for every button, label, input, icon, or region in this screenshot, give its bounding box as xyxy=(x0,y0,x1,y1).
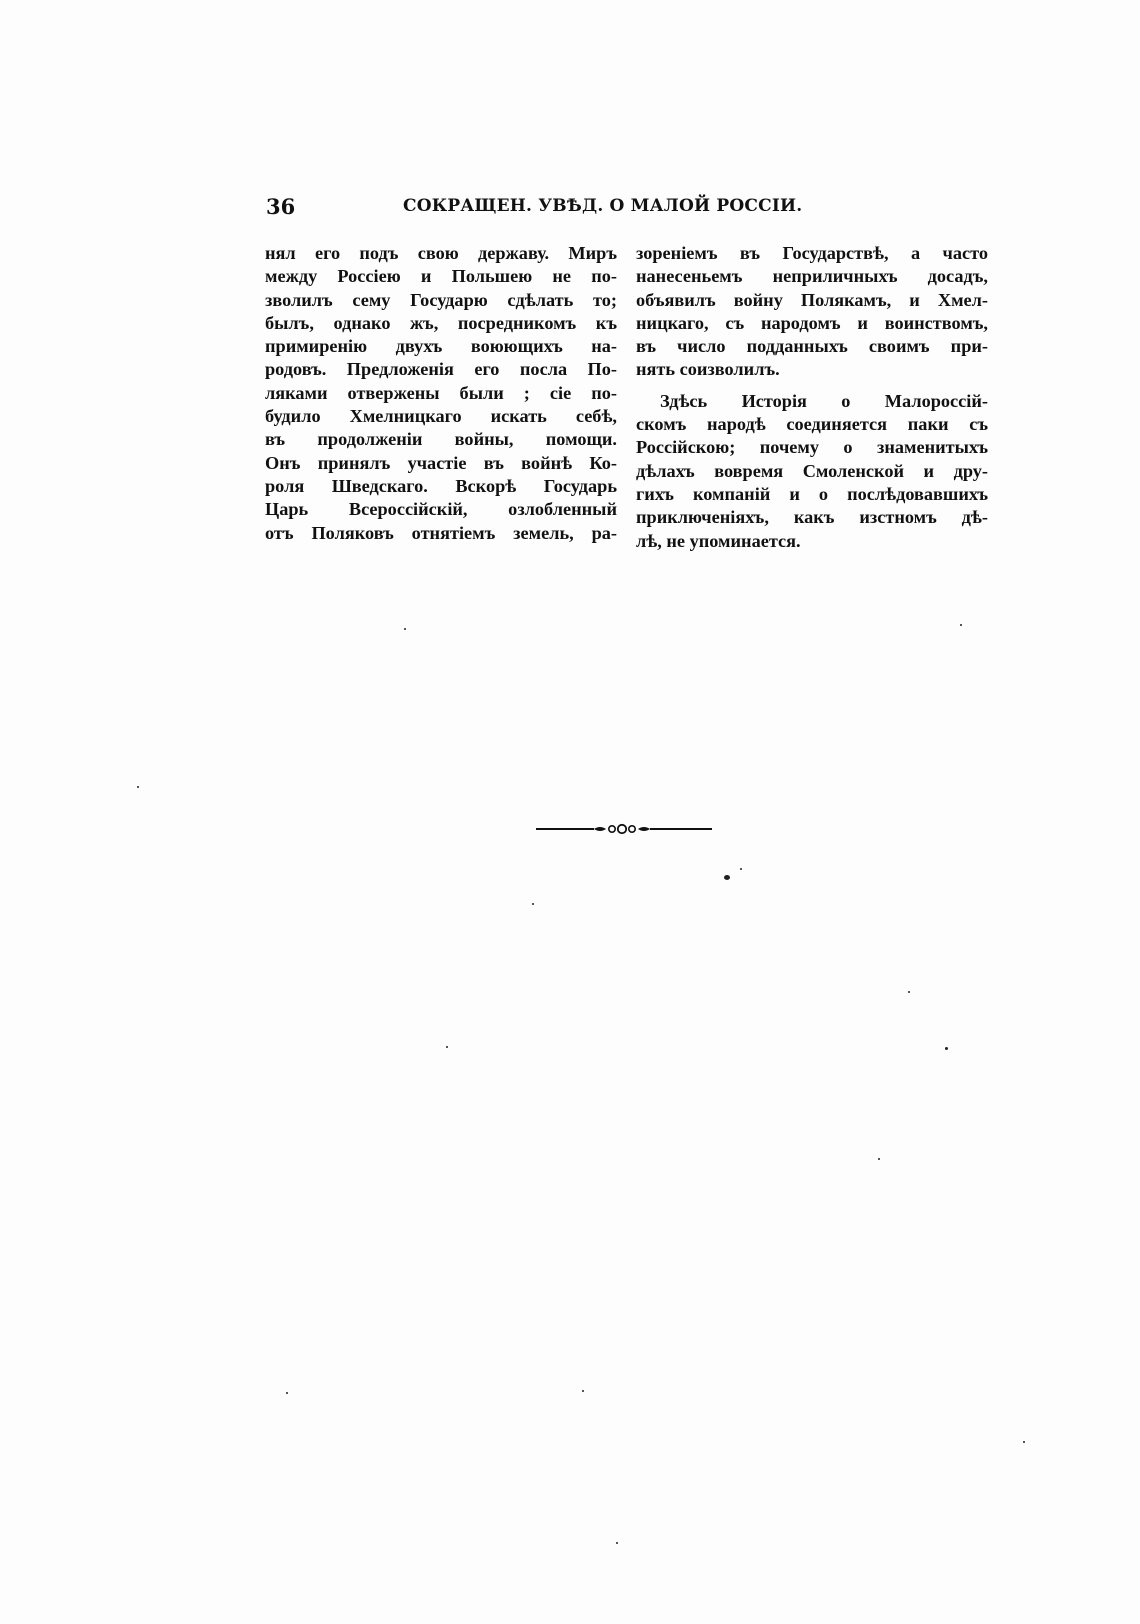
page-number: 36 xyxy=(266,194,296,219)
text-line: Здѣсь Исторія о Малороссій- xyxy=(660,390,988,411)
print-speck xyxy=(945,1047,948,1050)
text-line: дѣлахъ вовремя Смоленской и дру- xyxy=(636,460,988,481)
text-line: объявилъ войну Полякамъ, и Хмел- xyxy=(636,289,988,310)
text-line: Онъ принялъ участіе въ войнѣ Ко- xyxy=(265,452,617,473)
print-speck xyxy=(616,1542,618,1544)
print-speck xyxy=(446,1046,448,1048)
paragraph-gap xyxy=(636,382,988,390)
text-line: нанесеньемъ неприличныхъ досадъ, xyxy=(636,266,988,287)
text-line: Царь Всероссійскій, озлобленный xyxy=(265,499,617,520)
text-line: отъ Поляковъ отнятіемъ земель, ра- xyxy=(265,522,617,543)
text-line: ницкаго, съ народомъ и воинствомъ, xyxy=(636,312,988,333)
text-line: зволилъ сему Государю сдѣлать то; xyxy=(265,289,617,310)
text-line: въ число подданныхъ своимъ при- xyxy=(636,336,988,357)
text-line: въ продолженіи войны, помощи. xyxy=(265,429,617,450)
right-column xyxy=(636,242,988,553)
text-line: будило Хмелницкаго искать себѣ, xyxy=(265,406,617,427)
print-speck xyxy=(532,903,534,905)
print-speck xyxy=(960,624,962,626)
text-line: лѣ, не упоминается. xyxy=(636,530,801,551)
text-line: зореніемъ въ Государствѣ, а часто xyxy=(636,243,988,263)
print-speck xyxy=(724,875,730,880)
text-line: приключеніяхъ, какъ изстномъ дѣ- xyxy=(636,507,988,528)
print-speck xyxy=(582,1390,584,1392)
print-speck xyxy=(908,991,910,993)
typographic-tailpiece-icon xyxy=(536,822,712,836)
text-line: нять соизволилъ. xyxy=(636,359,780,380)
left-column xyxy=(265,242,617,545)
running-title: СОКРАЩЕН. УВѢД. О МАЛОЙ РОССІИ. xyxy=(403,196,803,216)
print-speck xyxy=(740,868,742,870)
text-line: ляками отвержены были ; сіе по- xyxy=(265,382,617,403)
page-header xyxy=(266,194,803,220)
text-line: роля Шведскаго. Вскорѣ Государь xyxy=(265,475,617,496)
text-line: примиренію двухъ воюющихъ на- xyxy=(265,336,617,357)
text-line: гихъ компаній и о послѣдовавшихъ xyxy=(636,483,988,504)
text-line: родовъ. Предложенія его посла По- xyxy=(265,359,617,380)
text-line: былъ, однако жъ, посредникомъ къ xyxy=(265,312,617,333)
print-speck xyxy=(1023,1441,1025,1443)
print-speck xyxy=(137,786,139,788)
print-speck xyxy=(286,1392,288,1394)
print-speck xyxy=(878,1158,880,1160)
text-line: между Россіею и Польшею не по- xyxy=(265,266,617,287)
text-line: Россійскою; почему о знаменитыхъ xyxy=(636,437,988,458)
print-speck xyxy=(404,628,406,630)
text-line: нял его подъ свою державу. Миръ xyxy=(265,243,617,263)
text-line: скомъ народѣ соединяется паки съ xyxy=(636,414,988,435)
